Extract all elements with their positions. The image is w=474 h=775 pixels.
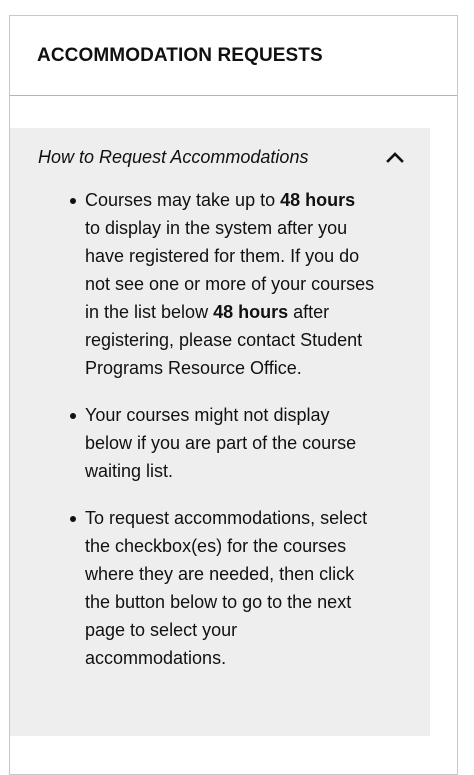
instructions-panel [10, 128, 430, 736]
instructions-panel-toggle[interactable] [10, 128, 430, 186]
panel-heading: How to Request Accommodations [38, 146, 309, 167]
instructions-list [10, 186, 430, 672]
accommodation-requests-card [9, 15, 458, 775]
card-header [10, 16, 457, 96]
list-item-text: Courses may take up to [85, 190, 281, 210]
list-item [85, 186, 375, 382]
chevron-up-icon[interactable] [385, 147, 405, 167]
list-item-bold: 48 hours [213, 302, 289, 322]
card-title: ACCOMMODATION REQUESTS [37, 44, 323, 66]
list-item [85, 504, 375, 672]
list-item-bold: 48 hours [280, 190, 356, 210]
list-item [85, 401, 375, 485]
list-item-text: after registering, please contact Student Programs Resource Office. [85, 302, 363, 378]
list-item-text: To request accommodations, select the checkbox(es) for the courses where they are needed, then click the button below to go to the next page to select your accommodations. [85, 508, 368, 668]
list-item-text: Your courses might not display below if you are part of the course waiting list. [85, 405, 357, 481]
list-item-text: to display in the system after you have registered for them. If you do not see one or more of your courses in the list below [85, 218, 375, 322]
